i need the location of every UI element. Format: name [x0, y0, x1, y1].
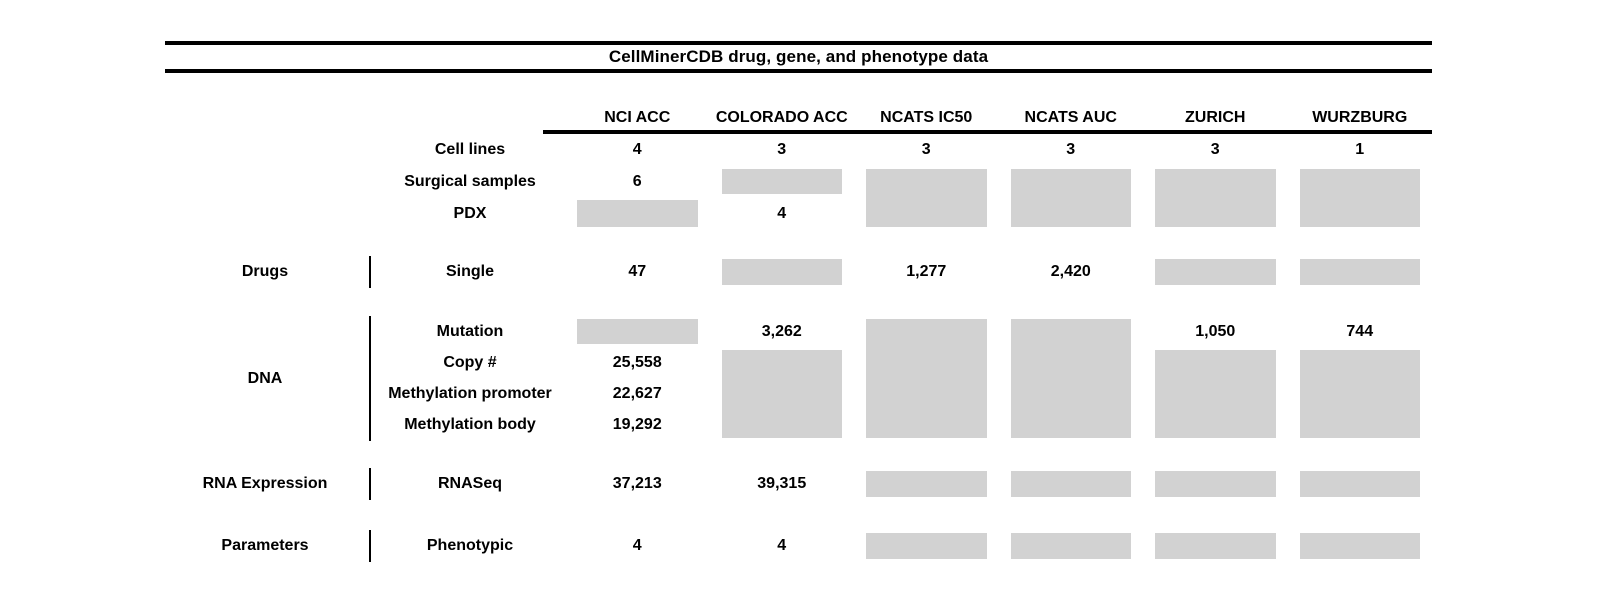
value-cell-lines-zurich: 3 — [1210, 141, 1220, 158]
missing-data-box — [722, 259, 843, 285]
value-rnaseq-colorado-acc: 39,315 — [757, 475, 807, 492]
missing-data-box — [1300, 259, 1421, 285]
row-label-single: Single — [445, 263, 494, 280]
row-label-cell-lines: Cell lines — [434, 141, 506, 158]
missing-data-box — [1011, 533, 1132, 559]
missing-data-box — [1011, 169, 1132, 227]
column-header-zurich: ZURICH — [1185, 109, 1246, 126]
missing-data-box — [1300, 350, 1421, 438]
value-cell-lines-colorado-acc: 3 — [777, 141, 787, 158]
value-surgical-samples-nci-acc: 6 — [632, 172, 642, 190]
missing-data-box — [577, 319, 698, 344]
column-header-wurzburg: WURZBURG — [1312, 109, 1408, 126]
value-mutation-zurich: 1,050 — [1195, 322, 1236, 340]
column-header-nci-acc: NCI ACC — [604, 109, 671, 126]
value-cell-lines-ncats-auc: 3 — [1066, 141, 1076, 158]
row-label-mutation: Mutation — [436, 322, 504, 340]
value-copy-number-nci-acc: 25,558 — [612, 353, 662, 371]
group-label-parameters: Parameters — [221, 537, 309, 554]
table-title: CellMinerCDB drug, gene, and phenotype data — [608, 47, 989, 66]
missing-data-box — [1155, 533, 1276, 559]
column-header-ncats-ic50: NCATS IC50 — [880, 109, 973, 126]
value-single-nci-acc: 47 — [628, 263, 647, 280]
value-pdx-colorado-acc: 4 — [777, 204, 787, 222]
group-label-dna: DNA — [247, 369, 283, 387]
missing-data-box — [1300, 533, 1421, 559]
missing-data-box — [1155, 259, 1276, 285]
row-label-methylation-body: Methylation body — [404, 416, 536, 433]
missing-data-box — [577, 200, 698, 227]
group-divider — [369, 316, 371, 441]
group-divider — [369, 468, 371, 500]
missing-data-box — [866, 169, 987, 227]
row-label-methylation-promoter: Methylation promoter — [388, 384, 552, 402]
group-label-rna-expression: RNA Expression — [202, 475, 328, 492]
value-single-ncats-auc: 2,420 — [1050, 263, 1091, 280]
value-phenotypic-nci-acc: 4 — [632, 537, 642, 554]
missing-data-box — [1011, 319, 1132, 438]
row-label-rnaseq: RNASeq — [437, 475, 502, 492]
value-mutation-colorado-acc: 3,262 — [761, 322, 802, 340]
value-methylation-promoter-nci-acc: 22,627 — [612, 384, 662, 402]
value-cell-lines-nci-acc: 4 — [632, 141, 642, 158]
missing-data-box — [1155, 471, 1276, 497]
row-label-surgical-samples: Surgical samples — [404, 172, 536, 190]
group-label-drugs: Drugs — [241, 263, 289, 280]
value-phenotypic-colorado-acc: 4 — [777, 537, 787, 554]
column-header-colorado-acc: COLORADO ACC — [715, 109, 848, 126]
missing-data-box — [1011, 471, 1132, 497]
missing-data-box — [866, 533, 987, 559]
value-rnaseq-nci-acc: 37,213 — [612, 475, 662, 492]
value-mutation-wurzburg: 744 — [1346, 322, 1374, 340]
title-band — [165, 41, 1432, 73]
missing-data-box — [1155, 350, 1276, 438]
value-cell-lines-wurzburg: 1 — [1355, 141, 1365, 158]
missing-data-box — [1300, 169, 1421, 227]
table-grid — [165, 106, 1432, 562]
missing-data-box — [722, 350, 843, 438]
value-single-ncats-ic50: 1,277 — [906, 263, 947, 280]
value-methylation-body-nci-acc: 19,292 — [612, 416, 662, 433]
table-area — [165, 41, 1432, 562]
group-divider — [369, 256, 371, 288]
missing-data-box — [866, 319, 987, 438]
column-header-ncats-auc: NCATS AUC — [1024, 109, 1117, 126]
group-divider — [369, 530, 371, 562]
row-label-copy-number: Copy # — [443, 353, 497, 371]
row-label-phenotypic: Phenotypic — [426, 537, 514, 554]
missing-data-box — [1155, 169, 1276, 227]
value-cell-lines-ncats-ic50: 3 — [921, 141, 931, 158]
missing-data-box — [866, 471, 987, 497]
row-label-pdx: PDX — [453, 204, 487, 222]
missing-data-box — [1300, 471, 1421, 497]
missing-data-box — [722, 169, 843, 194]
